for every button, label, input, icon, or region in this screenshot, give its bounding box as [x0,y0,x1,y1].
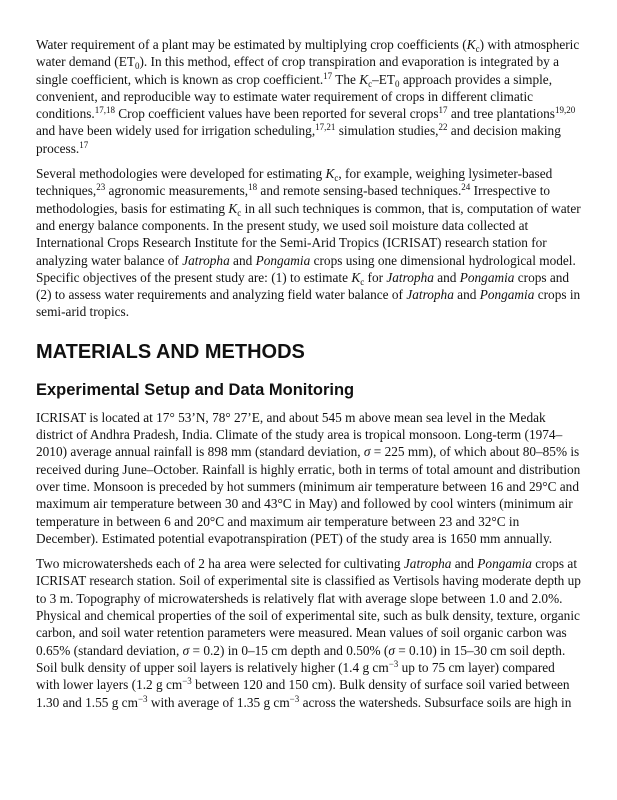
exponent: −3 [182,676,192,687]
citation[interactable]: 18 [248,182,258,193]
citation[interactable]: 19,20 [554,105,576,116]
subscript: 0 [134,61,140,72]
symbol-k: K [359,71,369,87]
citation[interactable]: 17 [79,139,89,150]
symbol-sigma: σ [182,642,190,658]
text: = 0.2) in 0–15 cm depth and 0.50% ( [189,642,389,658]
paper-page [36,36,581,711]
text: and [451,556,478,572]
symbol-sigma: σ [363,444,371,460]
subscript: 0 [395,78,400,89]
text: , for example, weighing lysimeter-based techniques, [36,166,553,199]
species-name: Jatropha [386,269,434,285]
text: ICRISAT is located at 17° 53’N, 78° 27’E, and about 545 m above mean sea level in the Medak district of Andhra Pradesh, India. Climate of the study area is tropical monsoon. Long-term (1974–2010) average annual rainfall is 898 mm (standard deviation, [36,409,563,460]
exponent: −3 [289,693,300,704]
text: Two microwatersheds each of 2 ha area were selected for cultivating [36,556,404,572]
exponent: −3 [137,693,148,704]
section-heading-materials-methods: MATERIALS AND METHODS [36,340,305,363]
text: Water requirement of a plant may be estimated by multiplying crop coefficients ( [36,37,467,52]
subsection-heading-experimental-setup: Experimental Setup and Data Monitoring [36,380,355,399]
text: in all such techniques is common, that is, computation of water and energy balance components. In the present study, we used soil moisture data collected at International Crops Research Institute for the Semi-Arid Tropics (ICRISAT) research station for analyzing water balance of [36,200,581,268]
citation[interactable]: 23 [96,182,106,193]
text: approach provides a simple, convenient, and reproducible way to estimate water requirement of crops in different climatic conditions. [36,71,553,122]
text: ) with atmospheric water demand (ET [36,37,580,70]
symbol-k: K [325,166,335,182]
text: and remote sensing-based techniques. [257,183,462,199]
species-name: Jatropha [403,556,452,572]
symbol-k: K [228,200,238,216]
text: and have been widely used for irrigation scheduling, [36,123,316,139]
text: and decision making process. [36,123,561,156]
paragraph-methodologies [36,165,581,321]
species-name: Pongamia [479,287,535,303]
subscript: c [334,173,339,184]
text: = 0.10) in 15–30 cm soil depth. Soil bulk density of upper soil layers is relatively higher (1.4 g cm [36,642,566,675]
text: and tree plantations [447,106,555,122]
text: Several methodologies were developed for estimating [36,166,326,182]
species-name: Pongamia [255,252,311,268]
species-name: Pongamia [459,269,515,285]
citation[interactable]: 22 [438,122,448,133]
citation[interactable]: 24 [461,182,471,193]
text: Crop coefficient values have been reported for several crops [114,106,439,122]
text: agronomic measurements, [105,183,249,199]
exponent: −3 [388,658,399,669]
citation[interactable]: 17,18 [94,105,115,116]
subscript: c [360,276,365,287]
symbol-sigma: σ [388,642,395,658]
text: crops at ICRISAT research station. Soil of experimental site is classified as Vertisols having moderate depth up to 3 m. Topography of microwatersheds is relatively flat with average slope between 1.0 and 2.0%. Physical and chemical properties of the soil of experimental site, such as bulk density, texture, organic carbon, and soil water retention parameters were measured. Mean values of soil organic carbon was 0.65% (standard deviation, [36,556,581,658]
text: crops in semi-arid tropics. [36,287,581,320]
text: crops using one dimensional hydrological model. Specific objectives of the present study are: (1) to estimate [36,252,576,285]
text: across the watersheds. Subsurface soils are high in [299,694,572,710]
text: ). In this method, effect of crop transpiration and evaporation is integrated by a single coefficient, which is known as crop coefficient. [36,54,560,87]
text: with average of 1.35 g cm [147,694,290,710]
text: for [364,269,387,285]
text: and [229,252,256,268]
citation[interactable]: 17 [323,70,333,81]
subscript: c [237,207,242,218]
paragraph-study-site [36,409,581,547]
species-name: Pongamia [477,556,532,572]
text: crops and (2) to assess water requirements and analyzing field water balance of [36,269,570,303]
text: = 225 mm), of which about 80–85% is received during June–October. Rainfall is highly erratic, both in terms of total amount and distribution over time. Monsoon is preceded by hot summers (minimum air temperature between 16 and 29°C and maximum air temperature between 30 and 43°C in May) and followed by cool winters (minimum air temperature in between 6 and 20°C and maximum air temperature between 23 and 32°C in December). Estimated potential evapotranspiration (PET) of the study area is 1650 mm annually. [36,444,581,546]
text: and [453,287,480,303]
symbol-k: K [351,269,361,285]
species-name: Jatropha [182,252,230,268]
text: –ET [372,71,396,87]
citation[interactable]: 17 [438,105,448,116]
subscript: c [368,78,373,89]
paragraph-crop-coefficient [36,36,581,157]
subscript: c [475,44,480,54]
text: between 120 and 150 cm). Bulk density of surface soil varied between 1.30 and 1.55 g cm [36,677,570,710]
text: simulation studies, [335,123,439,139]
paragraph-microwatersheds [36,555,581,711]
text: and [433,269,460,285]
species-name: Jatropha [406,287,454,303]
text: up to 75 cm layer) compared with lower layers (1.2 g cm [36,659,555,693]
text: The [332,71,360,87]
text: Irrespective to methodologies, basis for estimating [36,183,551,216]
citation[interactable]: 17,21 [315,122,336,133]
symbol-k: K [466,37,476,52]
